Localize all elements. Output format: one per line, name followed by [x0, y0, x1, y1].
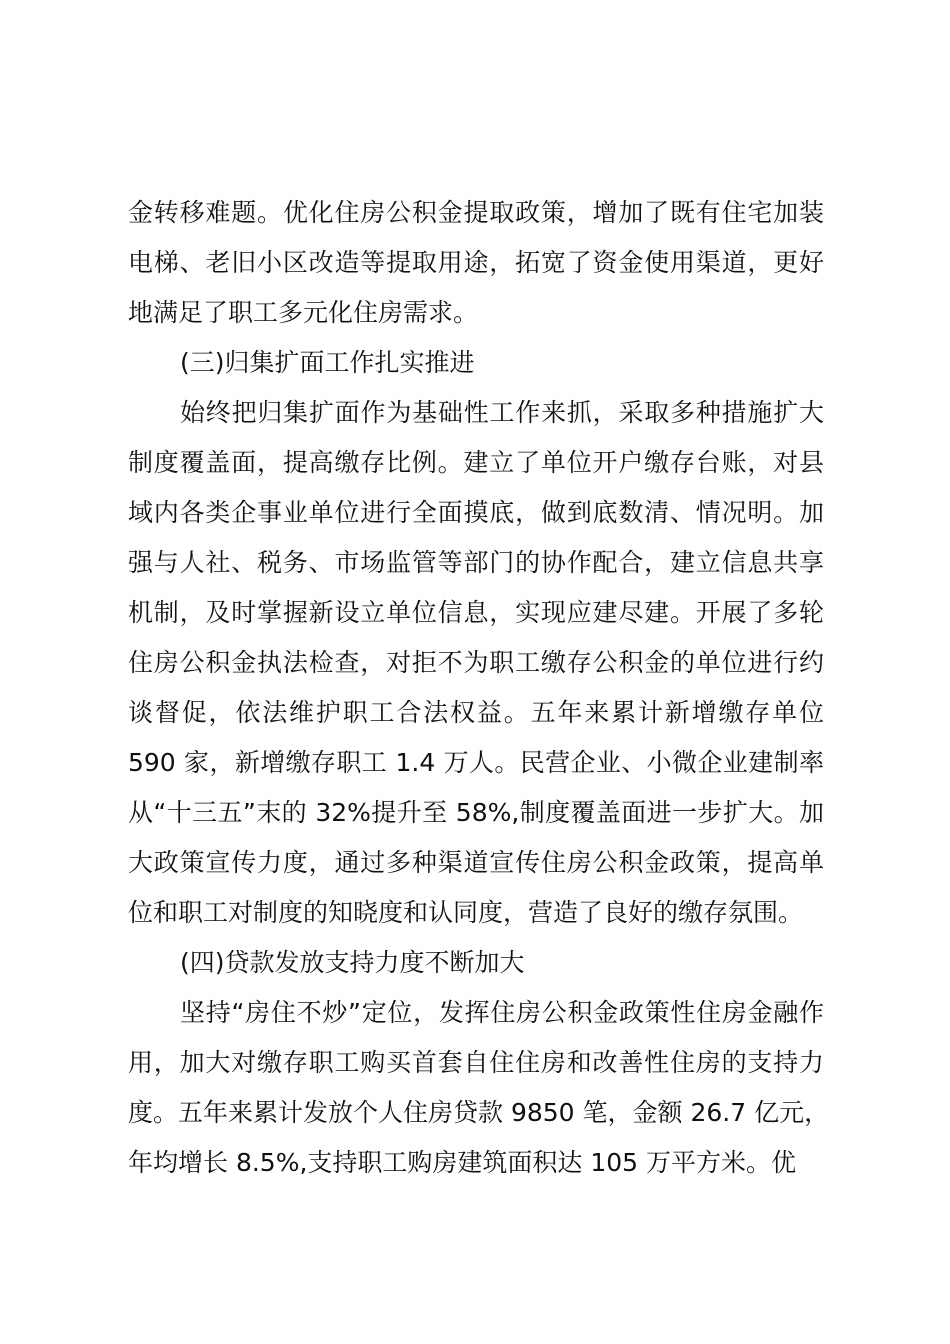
text-line: 制度覆盖面，提高缴存比例。建立了单位开户缴存台账，对县 [128, 448, 824, 477]
document-body [128, 188, 830, 1188]
text-line: 域内各类企事业单位进行全面摸底，做到底数清、情况明。加 [128, 498, 824, 527]
paragraph [128, 188, 824, 338]
text-line: (四)贷款发放支持力度不断加大 [180, 948, 525, 977]
text-line: 年均增长 8.5%,支持职工购房建筑面积达 105 万平方米。优 [128, 1148, 797, 1177]
text-line: 金转移难题。优化住房公积金提取政策，增加了既有住宅加装 [128, 198, 824, 227]
text-line: 谈督促，依法维护职工合法权益。五年来累计新增缴存单位 [128, 698, 824, 727]
section-heading [128, 938, 824, 988]
text-line: 地满足了职工多元化住房需求。 [128, 298, 479, 327]
section-heading [128, 338, 824, 388]
text-line: 度。五年来累计发放个人住房贷款 9850 笔，金额 26.7 亿元， [128, 1098, 830, 1127]
text-line: 机制，及时掌握新设立单位信息，实现应建尽建。开展了多轮 [128, 598, 824, 627]
text-line: 坚持“房住不炒”定位，发挥住房公积金政策性住房金融作 [180, 998, 824, 1027]
text-line: 强与人社、税务、市场监管等部门的协作配合，建立信息共享 [128, 548, 824, 577]
text-line: 电梯、老旧小区改造等提取用途，拓宽了资金使用渠道，更好 [128, 248, 824, 277]
text-line: 住房公积金执法检查，对拒不为职工缴存公积金的单位进行约 [128, 648, 824, 677]
text-line: 始终把归集扩面作为基础性工作来抓，采取多种措施扩大 [180, 398, 824, 427]
text-line: 位和职工对制度的知晓度和认同度，营造了良好的缴存氛围。 [128, 898, 804, 927]
text-line: 大政策宣传力度，通过多种渠道宣传住房公积金政策，提高单 [128, 848, 824, 877]
text-line: 从“十三五”末的 32%提升至 58%,制度覆盖面进一步扩大。加 [128, 798, 824, 827]
text-line: 用，加大对缴存职工购买首套自住住房和改善性住房的支持力 [128, 1048, 824, 1077]
paragraph [128, 988, 830, 1188]
paragraph [128, 388, 824, 938]
text-line: 590 家，新增缴存职工 1.4 万人。民营企业、小微企业建制率 [128, 748, 824, 777]
text-line: (三)归集扩面工作扎实推进 [180, 348, 475, 377]
